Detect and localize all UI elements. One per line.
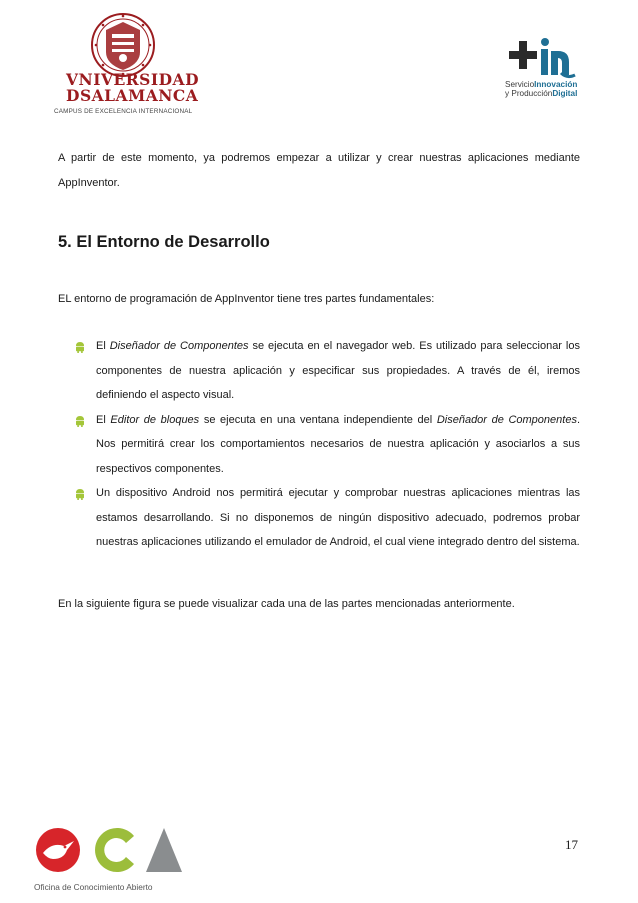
university-logo	[52, 12, 200, 120]
service-name	[505, 80, 577, 98]
university-name-line1: VNIVERSIDAD	[66, 70, 200, 89]
intro-paragraph: A partir de este momento, ya podremos empezar a utilizar y crear nuestras aplicaciones mediante AppInventor.	[58, 152, 580, 189]
page-number: 17	[565, 837, 578, 852]
office-logo	[34, 826, 184, 894]
university-name-line2: DSALAMANCA	[66, 86, 199, 105]
android-bullet-icon	[75, 488, 85, 500]
bullet-list	[72, 334, 580, 555]
closing-paragraph: En la siguiente figura se puede visualizar cada una de las partes mencionadas anteriormente.	[58, 598, 515, 610]
service-line1-bold: Innovación	[534, 80, 578, 89]
green-c-icon	[90, 826, 138, 874]
section-heading: 5. El Entorno de Desarrollo	[58, 233, 270, 251]
service-line2-prefix: y Producción	[505, 89, 553, 98]
service-line1-prefix: Servicio	[505, 80, 535, 89]
blocks-editor-term: Editor de bloques	[110, 413, 200, 426]
designer-term: Diseñador de Componentes	[436, 413, 577, 426]
list-item: Un dispositivo Android nos permitirá ejecutar y comprobar nuestras aplicaciones mientras las estamos desarrollando. Si no disponemos de ningún dispositivo adecuado, podremos probar nuestras aplicaciones utilizando el emulador de Android, el cual viene integrado dentro del sistema.	[72, 481, 580, 555]
university-tagline: CAMPUS DE EXCELENCIA INTERNACIONAL	[54, 108, 193, 115]
university-crest-icon	[88, 12, 158, 78]
grey-triangle-icon	[144, 826, 184, 874]
designer-term: Diseñador de Componentes	[109, 340, 249, 352]
red-bird-icon	[34, 826, 82, 874]
service-line2-bold: Digital	[552, 89, 578, 98]
lead-paragraph: EL entorno de programación de AppInventor tiene tres partes fundamentales:	[58, 293, 435, 305]
list-item: El Editor de bloques se ejecuta en una ventana independiente del Diseñador de Componentes. Nos permitirá crear los comportamientos necesarios de nuestra aplicación y asociarlos a sus respectivos componentes.	[72, 408, 580, 482]
service-logo	[505, 35, 585, 115]
office-name: Oficina de Conocimiento Abierto	[34, 882, 153, 892]
list-item: El Diseñador de Componentes se ejecuta en el navegador web. Es utilizado para seleccionar los componentes de nuestra aplicación y especificar sus propiedades. A través de él, iremos definiendo el aspecto visual.	[72, 334, 580, 408]
plus-in-logo-icon	[507, 35, 577, 80]
android-bullet-icon	[75, 415, 85, 427]
android-bullet-icon	[75, 341, 85, 353]
university-name	[66, 72, 199, 104]
